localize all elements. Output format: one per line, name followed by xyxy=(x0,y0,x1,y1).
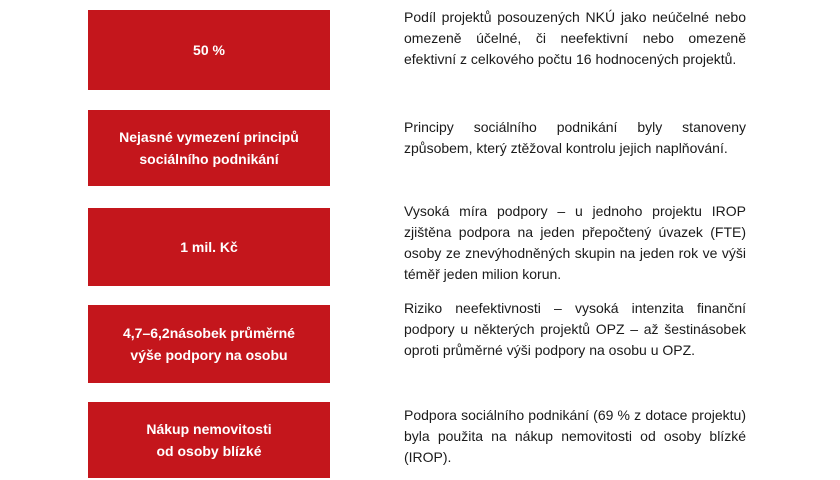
highlight-box-amount: 1 mil. Kč xyxy=(88,208,330,286)
description-principles: Principy sociálního podnikání byly stanoveny způsobem, který ztěžoval kontrolu jejich naplňování. xyxy=(404,119,746,156)
highlight-box-multiple: 4,7–6,2násobek průměrné výše podpory na osobu xyxy=(88,305,330,383)
description-share: Podíl projektů posouzených NKÚ jako neúčelné nebo omezeně účelné, či neefektivní nebo omezeně efektivní z celkového počtu 16 hodnocených projektů. xyxy=(404,9,746,67)
description-amount: Vysoká míra podpory – u jednoho projektu IROP zjištěna podpora na jeden přepočtený úvazek (FTE) osoby ze znevýhodněných skupin na jeden rok ve výši téměř jeden milion korun. xyxy=(404,203,746,282)
highlight-box-share: 50 % xyxy=(88,10,330,90)
description-property: Podpora sociálního podnikání (69 % z dotace projektu) byla použita na nákup nemovitosti od osoby blízké (IROP). xyxy=(404,407,746,465)
highlight-box-principles: Nejasné vymezení principů sociálního podnikání xyxy=(88,110,330,186)
highlight-box-property: Nákup nemovitosti od osoby blízké xyxy=(88,402,330,478)
description-multiple: Riziko neefektivnosti – vysoká intenzita finanční podpory u některých projektů OPZ – až šestinásobek oproti průměrné výši podpory na osobu u OPZ. xyxy=(404,300,746,358)
